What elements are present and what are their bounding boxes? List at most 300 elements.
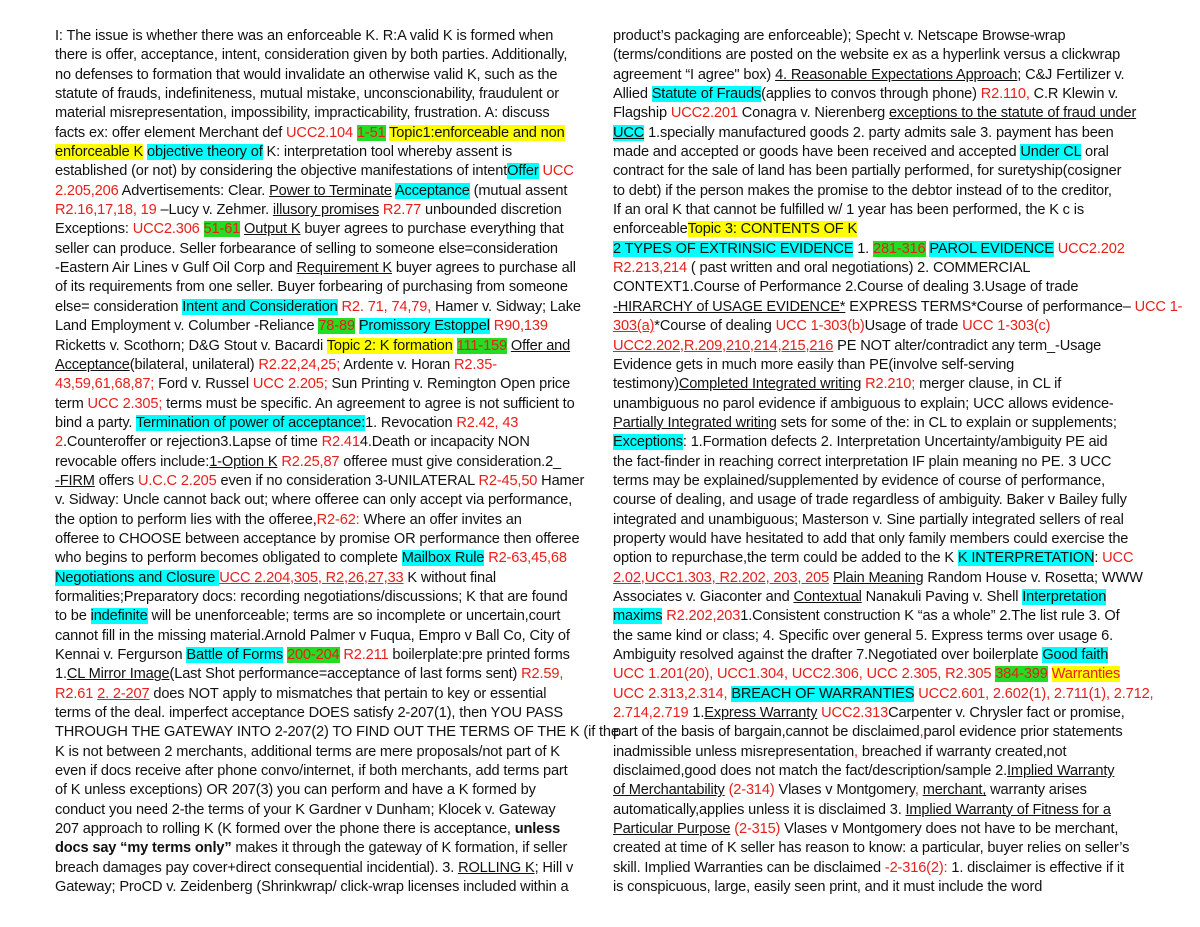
concept-highlight: Battle of Forms <box>186 647 284 663</box>
underlined-term: Particular Purpose <box>613 821 731 838</box>
citation-text: UCC2.202,R.209,210,214,215,216 <box>613 337 834 354</box>
text-line <box>613 511 1158 530</box>
citation-text: R2.213,214 <box>613 260 687 277</box>
text-line <box>613 27 1158 46</box>
underlined-term: Express Warranty <box>704 705 818 722</box>
text-run: oral <box>1081 144 1109 161</box>
concept-highlight: Statute of Frauds <box>651 86 762 103</box>
text-line <box>55 839 600 858</box>
text-line <box>55 588 600 607</box>
citation-text: U.C.C 2.205 <box>137 472 217 489</box>
text-run: offeree must give consideration.2_ <box>339 453 562 470</box>
concept-highlight: BREACH OF WARRANTIES <box>731 685 915 702</box>
text-run: Carpenter v. Chrysler fact or promise, <box>888 705 1125 722</box>
text-run: Kennai v. Fergurson <box>55 647 187 663</box>
text-line <box>613 820 1158 839</box>
text-run: Ardente v. Horan <box>340 356 455 373</box>
left-column <box>55 27 619 897</box>
text-run: makes it through the gateway of K formation, if seller <box>231 840 568 857</box>
text-run: made and accepted or goods have been received and accepted <box>613 144 1021 161</box>
text-run: Associates v. Giaconter and <box>613 588 794 605</box>
text-line <box>613 472 1158 491</box>
text-run: offers <box>94 472 138 489</box>
text-run: buyer agrees to purchase everything that <box>300 221 564 238</box>
citation-text: R2.77 <box>382 202 422 219</box>
text-run: disclaimed,good does not match the fact/description/sample 2. <box>613 763 1008 780</box>
text-run: Conagra v. Nierenberg <box>737 105 890 122</box>
text-line <box>613 220 1158 239</box>
text-line <box>613 878 1158 897</box>
text-line <box>55 395 600 414</box>
concept-highlight: Negotiations and Closure <box>55 569 220 586</box>
underlined-term: ROLLING K <box>458 859 535 876</box>
underlined-term: illusory promises <box>272 202 380 219</box>
citation-text: R2.16,17,18, 19 <box>55 202 157 219</box>
page-range-highlight: 384-399 <box>995 666 1048 683</box>
underlined-term: of Merchantability <box>613 782 725 799</box>
text-run: K without final <box>403 569 497 586</box>
text-run: K: interpretation tool whereby assent is <box>262 144 512 161</box>
citation-text: (2-314) <box>728 782 775 799</box>
topic-highlight: enforceable K <box>55 144 144 161</box>
citation-text: 43,59,61,68,87; <box>55 376 155 393</box>
topic-highlight: Topic1:enforceable and non <box>389 124 565 141</box>
citation-text: UCC 1-303(b) <box>775 318 865 335</box>
text-run: THROUGH THE GATEWAY INTO 2-207(2) TO FIND OUT THE TERMS OF THE K (if the <box>55 724 619 741</box>
text-run: even if no consideration 3-UNILATERAL <box>216 472 479 489</box>
text-run: C.R Klewin v. <box>1029 86 1119 103</box>
text-run: .Counteroffer or rejection3.Lapse of time <box>62 434 322 451</box>
text-line <box>55 375 600 394</box>
text-line <box>55 859 600 878</box>
text-run: integrated and unambiguous; Masterson v. Sine partially integrated sellers of real <box>613 511 1124 528</box>
text-line <box>55 27 600 46</box>
text-run: If an oral K that cannot be fulfilled w/ 1 year has been performed, the K c is <box>613 202 1084 219</box>
right-column <box>613 27 1183 897</box>
citation-text: UCC2.313 <box>821 705 889 722</box>
text-run: 1. <box>55 666 67 683</box>
text-run: does NOT apply to mismatches that pertain to key or essential <box>149 685 547 702</box>
citation-text: , <box>919 724 924 741</box>
text-run: Ricketts v. Scothorn; D&G Stout v. Bacardi <box>55 337 327 354</box>
text-line <box>613 685 1158 704</box>
text-run: -Eastern Air Lines v Gulf Oil Corp and <box>55 260 297 277</box>
text-line <box>55 453 600 472</box>
text-run: Usage of trade <box>864 318 963 335</box>
topic-highlight: Topic 3: CONTENTS OF K <box>687 221 858 238</box>
text-run: is conspicuous, large, easily seen print, and it must include the word <box>613 879 1043 896</box>
text-line <box>55 646 600 665</box>
text-line <box>55 240 600 259</box>
text-run: buyer agrees to purchase all <box>391 260 576 277</box>
text-line <box>613 781 1158 800</box>
text-run: v. Sidway: Uncle cannot back out; where offeree can only accept via performance, <box>55 492 573 509</box>
text-run: there is offer, acceptance, intent, consideration given by both parties. Additionally, <box>55 47 568 64</box>
text-run: the option to perform lies with the offeree, <box>55 511 317 528</box>
underlined-term: 1-Option K <box>209 453 278 470</box>
citation-text: R2.202,203 <box>666 608 741 625</box>
text-run: Where an offer invites an <box>359 511 522 528</box>
text-run: warranty arises <box>986 782 1087 799</box>
citation-text: R2.25,87 <box>281 453 340 470</box>
text-line <box>55 278 600 297</box>
concept-highlight: K INTERPRETATION <box>957 550 1095 567</box>
text-line <box>55 491 600 510</box>
concept-highlight: UCC <box>613 124 645 141</box>
page-range-highlight: 111-159 <box>456 337 507 354</box>
text-run: 1. disclaimer is effective if it <box>947 859 1124 876</box>
citation-text: R90,139 <box>493 318 548 335</box>
text-run: conduct you need 2-the terms of your K Gardner v Dunham; Klocek v. Gateway <box>55 801 556 818</box>
text-run: contract for the sale of land has been partially performed, for suretyship(cosigner <box>613 163 1122 180</box>
text-run: option to repurchase,the term could be added to the K <box>613 550 958 567</box>
text-line <box>613 433 1158 452</box>
text-line <box>613 278 1158 297</box>
text-run: testimony) <box>613 376 679 393</box>
text-run: the fact-finder in reaching correct interpretation IF plain meaning no PE. 3 UCC <box>613 453 1112 470</box>
text-line <box>55 66 600 85</box>
citation-text: UCC 1-303(c) <box>962 318 1051 335</box>
text-run: terms must be specific. An agreement to agree is not sufficient to <box>162 395 575 412</box>
text-run: 1. <box>853 240 873 257</box>
text-line <box>55 530 600 549</box>
text-line <box>613 317 1158 336</box>
text-run: (applies to convos through phone) <box>761 86 981 103</box>
citation-text: R2.35- <box>454 356 497 373</box>
text-run: Vlases v Montgomery does not have to be merchant, <box>780 821 1119 838</box>
text-line <box>613 723 1158 742</box>
citation-text: -2-316(2): <box>884 859 948 876</box>
citation-text: R2.210; <box>865 376 916 393</box>
text-run: Random House v. Rosetta; WWW <box>923 569 1143 586</box>
citation-text: UCC2.202 <box>1057 240 1125 257</box>
text-line <box>55 762 600 781</box>
text-run: will be unenforceable; terms are so incomplete or uncertain,court <box>147 608 561 625</box>
citation-text: UCC 2.205; <box>252 376 328 393</box>
text-run: property would have hesitated to add that only family members could exercise the <box>613 530 1129 547</box>
text-run: inadmissible unless misrepresentation <box>613 743 855 760</box>
concept-highlight: Intent and Consideration <box>182 298 338 315</box>
text-run: ; Hill v <box>534 859 574 876</box>
text-run: 1.specially manufactured goods 2. party admits sale 3. payment has been <box>644 124 1114 141</box>
text-run: : 1.Formation defects 2. Interpretation Uncertainty/ambiguity PE aid <box>682 434 1108 451</box>
text-run: sets for some of the: in CL to explain or supplements; <box>776 414 1117 431</box>
concept-highlight: 2 TYPES OF EXTRINSIC EVIDENCE <box>613 240 854 257</box>
citation-text: UCC 2.204,305, R2,26,27,33 <box>219 569 404 586</box>
text-line <box>55 414 600 433</box>
citation-text: R2-62: <box>316 511 360 528</box>
text-line <box>55 104 600 123</box>
text-line <box>613 85 1158 104</box>
concept-highlight: Acceptance <box>394 182 470 199</box>
text-line <box>613 743 1158 762</box>
text-run: created at time of K seller has reason to know: a particular, buyer relies on seller’s <box>613 840 1130 857</box>
text-line <box>613 337 1158 356</box>
text-run: unbounded discretion <box>421 202 562 219</box>
text-run: offeree to CHOOSE between acceptance by promise OR performance then offeree <box>55 530 580 547</box>
text-line <box>55 685 600 704</box>
concept-highlight: Under CL <box>1020 144 1082 161</box>
text-line <box>55 85 600 104</box>
underlined-term: Output K <box>244 221 301 238</box>
text-line <box>55 220 600 239</box>
text-line <box>613 491 1158 510</box>
bold-text: unless <box>514 821 561 838</box>
text-line <box>55 433 600 452</box>
text-line <box>55 298 600 317</box>
text-run: parol evidence prior statements <box>923 724 1123 741</box>
text-run: EXPRESS TERMS*Course of performance– <box>845 298 1135 315</box>
text-line <box>613 704 1158 723</box>
text-line <box>613 549 1158 568</box>
text-line <box>613 356 1158 375</box>
text-line <box>55 781 600 800</box>
text-run: I: The issue is whether there was an enforceable K. R:A valid K is formed when <box>55 28 554 44</box>
text-line <box>55 878 600 897</box>
text-run: bind a party. <box>55 414 136 431</box>
text-run: (Last Shot performance=acceptance of last forms sent) <box>169 666 522 683</box>
text-run: (bilateral, unilateral) <box>129 356 259 373</box>
text-line <box>613 414 1158 433</box>
text-line <box>613 104 1158 123</box>
citation-text: R2.22,24,25; <box>258 356 341 373</box>
underlined-term: Completed Integrated writing <box>678 376 862 393</box>
text-line <box>613 801 1158 820</box>
concept-highlight: Mailbox Rule <box>401 550 485 567</box>
text-run: Sun Printing v. Remington Open price <box>327 376 571 393</box>
concept-highlight: objective theory of <box>147 144 263 161</box>
text-run: CONTEXT1.Course of Performance 2.Course of dealing 3.Usage of trade <box>613 279 1079 296</box>
underlined-term: -HIRARCHY of USAGE EVIDENCE* <box>613 298 846 315</box>
text-line <box>613 569 1158 588</box>
text-run: 4.Death or incapacity NON <box>359 434 530 451</box>
text-line <box>613 607 1158 626</box>
text-run: Vlases v Montgomery <box>774 782 915 799</box>
text-line <box>55 259 600 278</box>
text-line <box>55 665 600 684</box>
text-run: term <box>55 395 88 412</box>
text-run: (mutual assent <box>469 182 568 199</box>
concept-highlight: indefinite <box>90 608 148 625</box>
text-line <box>613 627 1158 646</box>
text-run: seller can produce. Seller forbearance of selling to someone else=consideration <box>55 240 558 257</box>
underlined-term: Plain Meaning <box>832 569 924 586</box>
text-run: skill. Implied Warranties can be disclaimed <box>613 859 885 876</box>
text-line <box>55 607 600 626</box>
citation-text: R2.110, <box>980 86 1030 103</box>
citation-text: R2.61 <box>55 685 94 702</box>
underlined-term: Offer and <box>510 337 571 354</box>
text-line <box>55 820 600 839</box>
citation-text: (2-315) <box>734 821 781 838</box>
text-run: breached if warranty created,not <box>857 743 1067 760</box>
text-line <box>55 46 600 65</box>
underlined-term: -FIRM <box>55 472 95 489</box>
concept-highlight: PAROL EVIDENCE <box>929 240 1054 257</box>
text-run: automatically,applies unless it is disclaimed 3. <box>613 801 906 818</box>
citation-text: , <box>914 782 919 799</box>
text-run: merger clause, in CL if <box>915 376 1062 393</box>
text-run: Ambiguity resolved against the drafter 7.Negotiated over boilerplate <box>613 647 1043 663</box>
concept-highlight: Promissory Estoppel <box>358 318 490 335</box>
citation-text: R2-63,45,68 <box>488 550 567 567</box>
citation-text: 2.02,UCC1.303, R2.202, 203, 205 <box>613 569 830 586</box>
topic-highlight: Warranties <box>1051 666 1121 683</box>
citation-text: 303(a) <box>613 318 655 335</box>
citation-text: 2.714,2.719 <box>613 705 689 722</box>
text-run: 207 approach to rolling K (K formed over the phone there is acceptance, <box>55 821 515 838</box>
text-run: course of dealing, and usage of trade regardless of ambiguity. Baker v Bailey fully <box>613 492 1127 509</box>
text-run: 1. Revocation <box>365 414 457 431</box>
citation-text: R2-45,50 <box>478 472 538 489</box>
text-run: breach damages pay cover+direct consequential incidential). 3. <box>55 859 459 876</box>
concept-highlight: Interpretation <box>1022 588 1107 605</box>
citation-text: , <box>854 743 858 760</box>
underlined-term: Requirement K <box>296 260 392 277</box>
text-line <box>55 627 600 646</box>
citation-text: UCC 2.313,2.314, <box>613 685 728 702</box>
text-line <box>613 665 1158 684</box>
text-line <box>55 704 600 723</box>
text-run: even if docs receive after phone convo/internet, if both merchants, add terms part <box>55 763 568 780</box>
text-run: 1.Consistent construction K “as a whole” 2.The list rule 3. Of <box>740 608 1120 625</box>
citation-text: UCC2.104 <box>286 124 353 141</box>
text-line <box>613 859 1158 878</box>
text-run: Flagship <box>613 105 671 122</box>
text-run: –Lucy v. Zehmer. <box>156 202 273 219</box>
underlined-term: CL Mirror Image <box>66 666 170 683</box>
text-line <box>55 162 600 181</box>
text-run: 1. <box>688 705 705 722</box>
text-line <box>55 201 600 220</box>
page-range-highlight: 78-89 <box>318 318 355 335</box>
text-run: Exceptions: <box>55 221 133 238</box>
citation-text: UCC <box>1102 550 1134 567</box>
text-line <box>613 182 1158 201</box>
citation-text: UCC 1- <box>1134 298 1183 315</box>
text-run: formalities;Preparatory docs: recording negotiations/discussions; K that are found <box>55 588 568 605</box>
underlined-term: Partially Integrated writing <box>613 414 777 431</box>
text-run: Hamer v. Sidway; Lake <box>431 298 581 315</box>
concept-highlight: Offer <box>507 163 539 180</box>
citation-text: R2.211 <box>343 647 389 663</box>
text-line <box>613 453 1158 472</box>
text-run: ( past written and oral negotiations) 2. COMMERCIAL <box>686 260 1031 277</box>
text-line <box>613 124 1158 143</box>
text-line <box>613 588 1158 607</box>
text-run: revocable offers include: <box>55 453 210 470</box>
text-line <box>55 317 600 336</box>
text-line <box>55 337 600 356</box>
citation-text: UCC2.306 <box>132 221 200 238</box>
text-run: enforceable <box>613 221 688 238</box>
text-line <box>613 839 1158 858</box>
underlined-term: Implied Warranty <box>1007 763 1115 780</box>
text-line <box>55 723 619 742</box>
text-line <box>613 298 1183 317</box>
text-run: Evidence gets in much more easily than PE(involve self-serving <box>613 356 1015 373</box>
text-line <box>55 182 600 201</box>
text-line <box>613 201 1158 220</box>
text-run: cannot fill in the missing material.Arnold Palmer v Fuqua, Empro v Ball Co, City of <box>55 627 570 644</box>
text-run: no defenses to formation that would invalidate an otherwise valid K, such as the <box>55 66 558 83</box>
text-run: Allied <box>613 86 652 103</box>
concept-highlight: Good faith <box>1042 647 1109 663</box>
underlined-term: Power to Terminate <box>269 182 392 199</box>
text-line <box>613 646 1158 665</box>
text-run: boilerplate:pre printed forms <box>388 647 570 663</box>
text-run: to debt) if the person makes the promise to the debtor instead of to the creditor, <box>613 182 1112 199</box>
text-line <box>613 66 1158 85</box>
underlined-term: 4. Reasonable Expectations Approach <box>775 66 1018 83</box>
text-run: agreement “I agree" box) <box>613 66 776 83</box>
citation-text: UCC2.601, 2.602(1), 2.711(1), 2.712, <box>918 685 1154 702</box>
text-run: Hamer <box>537 472 585 489</box>
text-line <box>55 124 600 143</box>
text-run: the same kind or class; 4. Specific over general 5. Express terms over usage 6. <box>613 627 1113 644</box>
text-run: Advertisements: Clear. <box>118 182 270 199</box>
text-run: Gateway; ProCD v. Zeidenberg (Shrinkwrap/ click-wrap licenses included within a <box>55 879 569 896</box>
text-run: who begins to perform becomes obligated to complete <box>55 550 402 567</box>
page-range-highlight: 1-51 <box>356 124 386 141</box>
text-line <box>613 375 1158 394</box>
text-line <box>55 356 600 375</box>
citation-text: UCC2.201 <box>670 105 738 122</box>
underlined-term: Contextual <box>793 588 862 605</box>
text-run: Nanakuli Paving v. Shell <box>861 588 1023 605</box>
text-run: statute of frauds, indefiniteness, mutual mistake, unconscionability, fraudulent or <box>55 86 560 103</box>
citation-text: 2 <box>55 434 63 451</box>
citation-text: R2. 71, 74,79, <box>341 298 432 315</box>
text-line <box>613 162 1158 181</box>
citation-text: 2. 2-207 <box>97 685 150 702</box>
text-run: : <box>1094 550 1103 567</box>
text-run: material misrepresentation, impossibility, impracticability, frustration. A: discuss <box>55 105 550 122</box>
citation-text: R2.41 <box>321 434 360 451</box>
text-line <box>613 762 1158 781</box>
text-line <box>613 530 1158 549</box>
text-line <box>613 240 1158 259</box>
bold-text: docs say “my terms only” <box>55 840 232 857</box>
text-run: to be <box>55 608 91 625</box>
text-run: (terms/conditions are posted on the website ex as a hyperlink versus a clickwrap <box>613 47 1121 64</box>
citation-text: UCC 2.305; <box>87 395 163 412</box>
underlined-term: merchant, <box>922 782 987 799</box>
page-range-highlight: 281-316 <box>872 240 926 257</box>
underlined-term: Acceptance <box>55 356 130 373</box>
text-run: PE NOT alter/contradict any term_-Usage <box>833 337 1102 354</box>
page-range-highlight: 51-61 <box>203 221 241 238</box>
topic-highlight: Topic 2: K formation <box>326 337 453 354</box>
text-run: Ford v. Russel <box>154 376 253 393</box>
text-line <box>55 549 600 568</box>
text-run: established (or not) by considering the objective manifestations of intent <box>55 163 508 180</box>
text-run: terms of the deal. imperfect acceptance DOES satisfy 2-207(1), then YOU PASS <box>55 705 563 722</box>
citation-text: UCC <box>542 163 574 180</box>
text-line <box>613 143 1158 162</box>
text-run: *Course of dealing <box>654 318 776 335</box>
text-run <box>200 221 204 237</box>
text-line <box>55 472 600 491</box>
concept-highlight: Termination of power of acceptance: <box>135 414 366 431</box>
underlined-term: exceptions to the statute of fraud under <box>889 105 1137 122</box>
underlined-term: Implied Warranty of Fitness for a <box>905 801 1111 818</box>
citation-text: 2.205,206 <box>55 182 119 199</box>
text-run: part of the basis of bargain,cannot be disclaimed <box>613 724 920 741</box>
text-run: terms may be explained/supplemented by evidence of course of performance, <box>613 472 1106 489</box>
citation-text: R2.42, 43 <box>456 414 519 431</box>
concept-highlight: maxims <box>613 608 663 625</box>
